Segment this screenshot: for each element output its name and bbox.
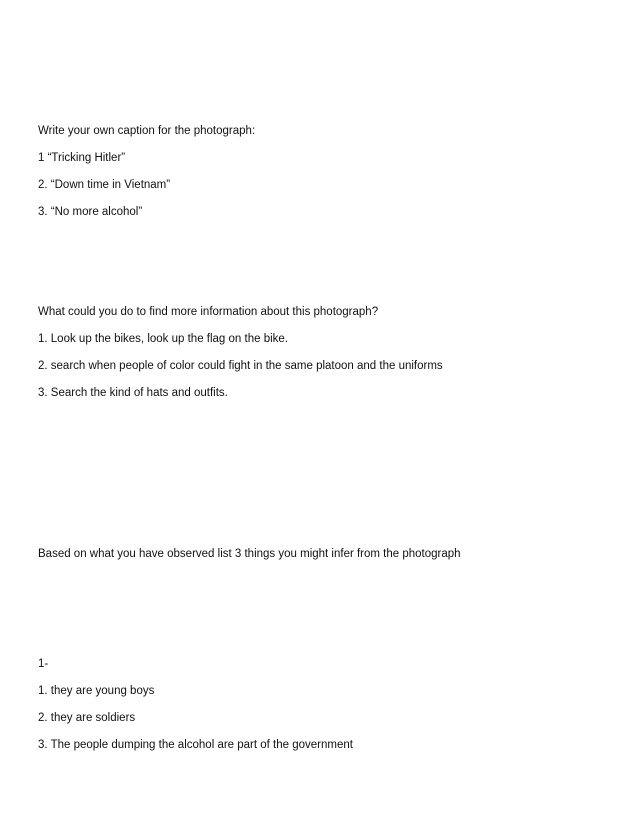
research-answer-2: 2. search when people of color could fight in the same platoon and the uniforms — [38, 360, 443, 372]
inference-answer-3: 3. The people dumping the alcohol are part of the government — [38, 739, 353, 751]
research-answer-1: 1. Look up the bikes, look up the flag on the bike. — [38, 333, 288, 345]
caption-answer-1: 1 “Tricking Hitler” — [38, 152, 126, 164]
research-prompt: What could you do to find more information about this photograph? — [38, 306, 379, 318]
caption-answer-2: 2. “Down time in Vietnam” — [38, 179, 171, 191]
research-answer-3: 3. Search the kind of hats and outfits. — [38, 387, 228, 399]
inference-prompt: Based on what you have observed list 3 things you might infer from the photograph — [38, 548, 461, 560]
caption-prompt: Write your own caption for the photograph: — [38, 125, 256, 137]
inference-answer-1: 1. they are young boys — [38, 685, 155, 697]
inference-answer-2: 2. they are soldiers — [38, 712, 136, 724]
caption-answer-3: 3. “No more alcohol” — [38, 206, 143, 218]
inference-marker: 1- — [38, 658, 49, 670]
